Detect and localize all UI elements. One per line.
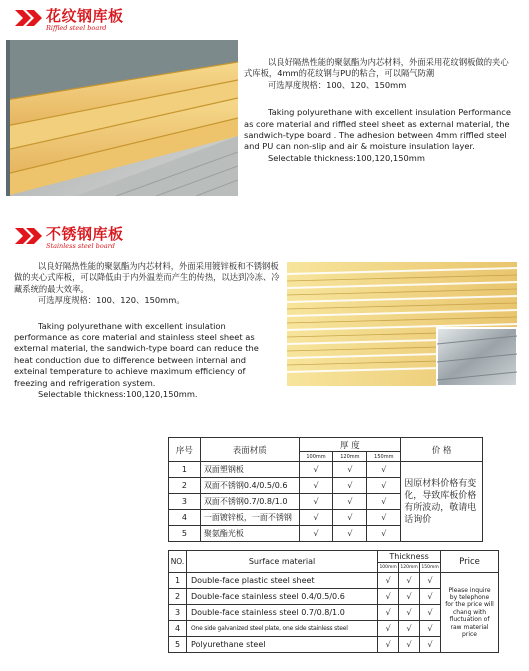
section2-thickness-en: Selectable thickness:100,120,150mm. [38,389,198,400]
check-mark: √ [378,637,399,653]
check-mark: √ [399,621,420,637]
check-mark: √ [333,462,367,478]
check-mark: √ [367,526,401,542]
check-mark: √ [333,510,367,526]
check-mark: √ [378,605,399,621]
row-material: Polyurethane steel [186,637,377,653]
row-material: 聚氨酯光板 [200,526,299,542]
row-material: One side galvanized steel plate, one side stainless steel [186,621,377,637]
header-no-en: NO. [169,551,187,573]
section1-heading [14,8,124,32]
header-no-cn: 序号 [169,438,201,462]
header-thickness-cn: 厚 度 [299,438,401,452]
check-mark: √ [367,462,401,478]
check-mark: √ [367,478,401,494]
check-mark: √ [399,605,420,621]
row-no: 3 [169,605,187,621]
row-no: 4 [169,510,201,526]
section2-description [14,261,280,400]
check-mark: √ [299,462,333,478]
size-150-cn: 150mm [367,452,401,462]
row-material: 双面不锈钢0.4/0.5/0.6 [200,478,299,494]
section1-subtitle: Riffled steel board [46,24,107,32]
check-mark: √ [420,573,441,589]
row-material: Double-face stainless steel 0.4/0.5/0.6 [186,589,377,605]
row-material: Double-face plastic steel sheet [186,573,377,589]
size-100-cn: 100mm [299,452,333,462]
check-mark: √ [333,478,367,494]
section1-thickness-cn: 可选厚度规格：100、120、150mm [268,79,407,90]
section1-desc-en: Taking polyurethane with excellent insulation Performance as core material and riffled steel sheet as external material, the sandwich-type board . The adhesion between 4mm riffled steel and PU can non-slip and air & moisture insulation layer. [244,107,511,152]
spec-table-en [168,550,499,653]
row-material: Double-face stainless steel 0.7/0.8/1.0 [186,605,377,621]
check-mark: √ [420,621,441,637]
check-mark: √ [378,621,399,637]
section2-desc-en: Taking polyurethane with excellent insulation performance as core material and stainless steel sheet as external material, the sandwich-type board can reduce the heat conduction due to difference between internal and exteinal temperature to achieve maximum efficiency of freezing and refrigeration system. [14,320,259,388]
table-row [169,462,483,478]
double-chevron-icon [14,226,44,244]
header-price-en: Price [441,551,499,573]
check-mark: √ [333,494,367,510]
size-150-en: 150mm [420,563,441,573]
check-mark: √ [299,478,333,494]
section1-description [244,57,514,164]
check-mark: √ [399,637,420,653]
section1-thickness-en: Selectable thickness:100,120,150mm [268,152,425,163]
check-mark: √ [299,510,333,526]
check-mark: √ [399,573,420,589]
size-100-en: 100mm [378,563,399,573]
section1-title: 花纹钢库板 [46,7,124,25]
header-thickness-en: Thickness [378,551,441,563]
row-no: 5 [169,526,201,542]
row-material: 双面塑钢板 [200,462,299,478]
double-chevron-icon [14,8,44,26]
section2-heading [14,226,124,250]
check-mark: √ [299,494,333,510]
size-120-en: 120mm [399,563,420,573]
riffled-steel-panels-photo [6,40,238,196]
size-120-cn: 120mm [333,452,367,462]
row-no: 2 [169,478,201,494]
header-material-cn: 表面材质 [200,438,299,462]
header-price-cn: 价 格 [401,438,483,462]
price-note-en: Please inquire by telephone for the price will chang with fluctuation of raw material price [441,573,499,653]
check-mark: √ [378,573,399,589]
check-mark: √ [420,637,441,653]
check-mark: √ [333,526,367,542]
check-mark: √ [367,510,401,526]
check-mark: √ [420,589,441,605]
row-no: 1 [169,462,201,478]
check-mark: √ [299,526,333,542]
row-no: 4 [169,621,187,637]
row-material: 一面镀锌板，一面不锈钢 [200,510,299,526]
check-mark: √ [399,589,420,605]
section2-title: 不锈钢库板 [46,225,124,243]
row-no: 2 [169,589,187,605]
section1-desc-cn: 以良好隔热性能的聚氨酯为内芯材料，外面采用花纹钢板做的夹心式库板，4mm的花纹钢与PU的粘合，可以隔气防潮 [244,57,509,79]
check-mark: √ [420,605,441,621]
stainless-steel-panels-photo [287,262,517,386]
spec-table-cn [168,437,483,542]
row-no: 3 [169,494,201,510]
table-row [169,573,499,589]
section2-thickness-cn: 可选厚度规格：100、120、150mm。 [38,295,185,306]
header-material-en: Surface material [186,551,377,573]
section2-desc-cn: 以良好隔热性能的聚氨酯为内芯材料，外面采用镀锌板和不锈钢板做的夹心式库板，可以降低由于内外温差而产生的传热，以达到冷冻、冷藏系统的最大效率。 [14,261,280,294]
price-note-cn: 因原材料价格有变化，导致库板价格有所波动，敬请电话询价 [401,462,483,542]
row-no: 5 [169,637,187,653]
check-mark: √ [378,589,399,605]
row-material: 双面不锈钢0.7/0.8/1.0 [200,494,299,510]
check-mark: √ [367,494,401,510]
row-no: 1 [169,573,187,589]
section2-subtitle: Stainless steel board [46,242,115,250]
